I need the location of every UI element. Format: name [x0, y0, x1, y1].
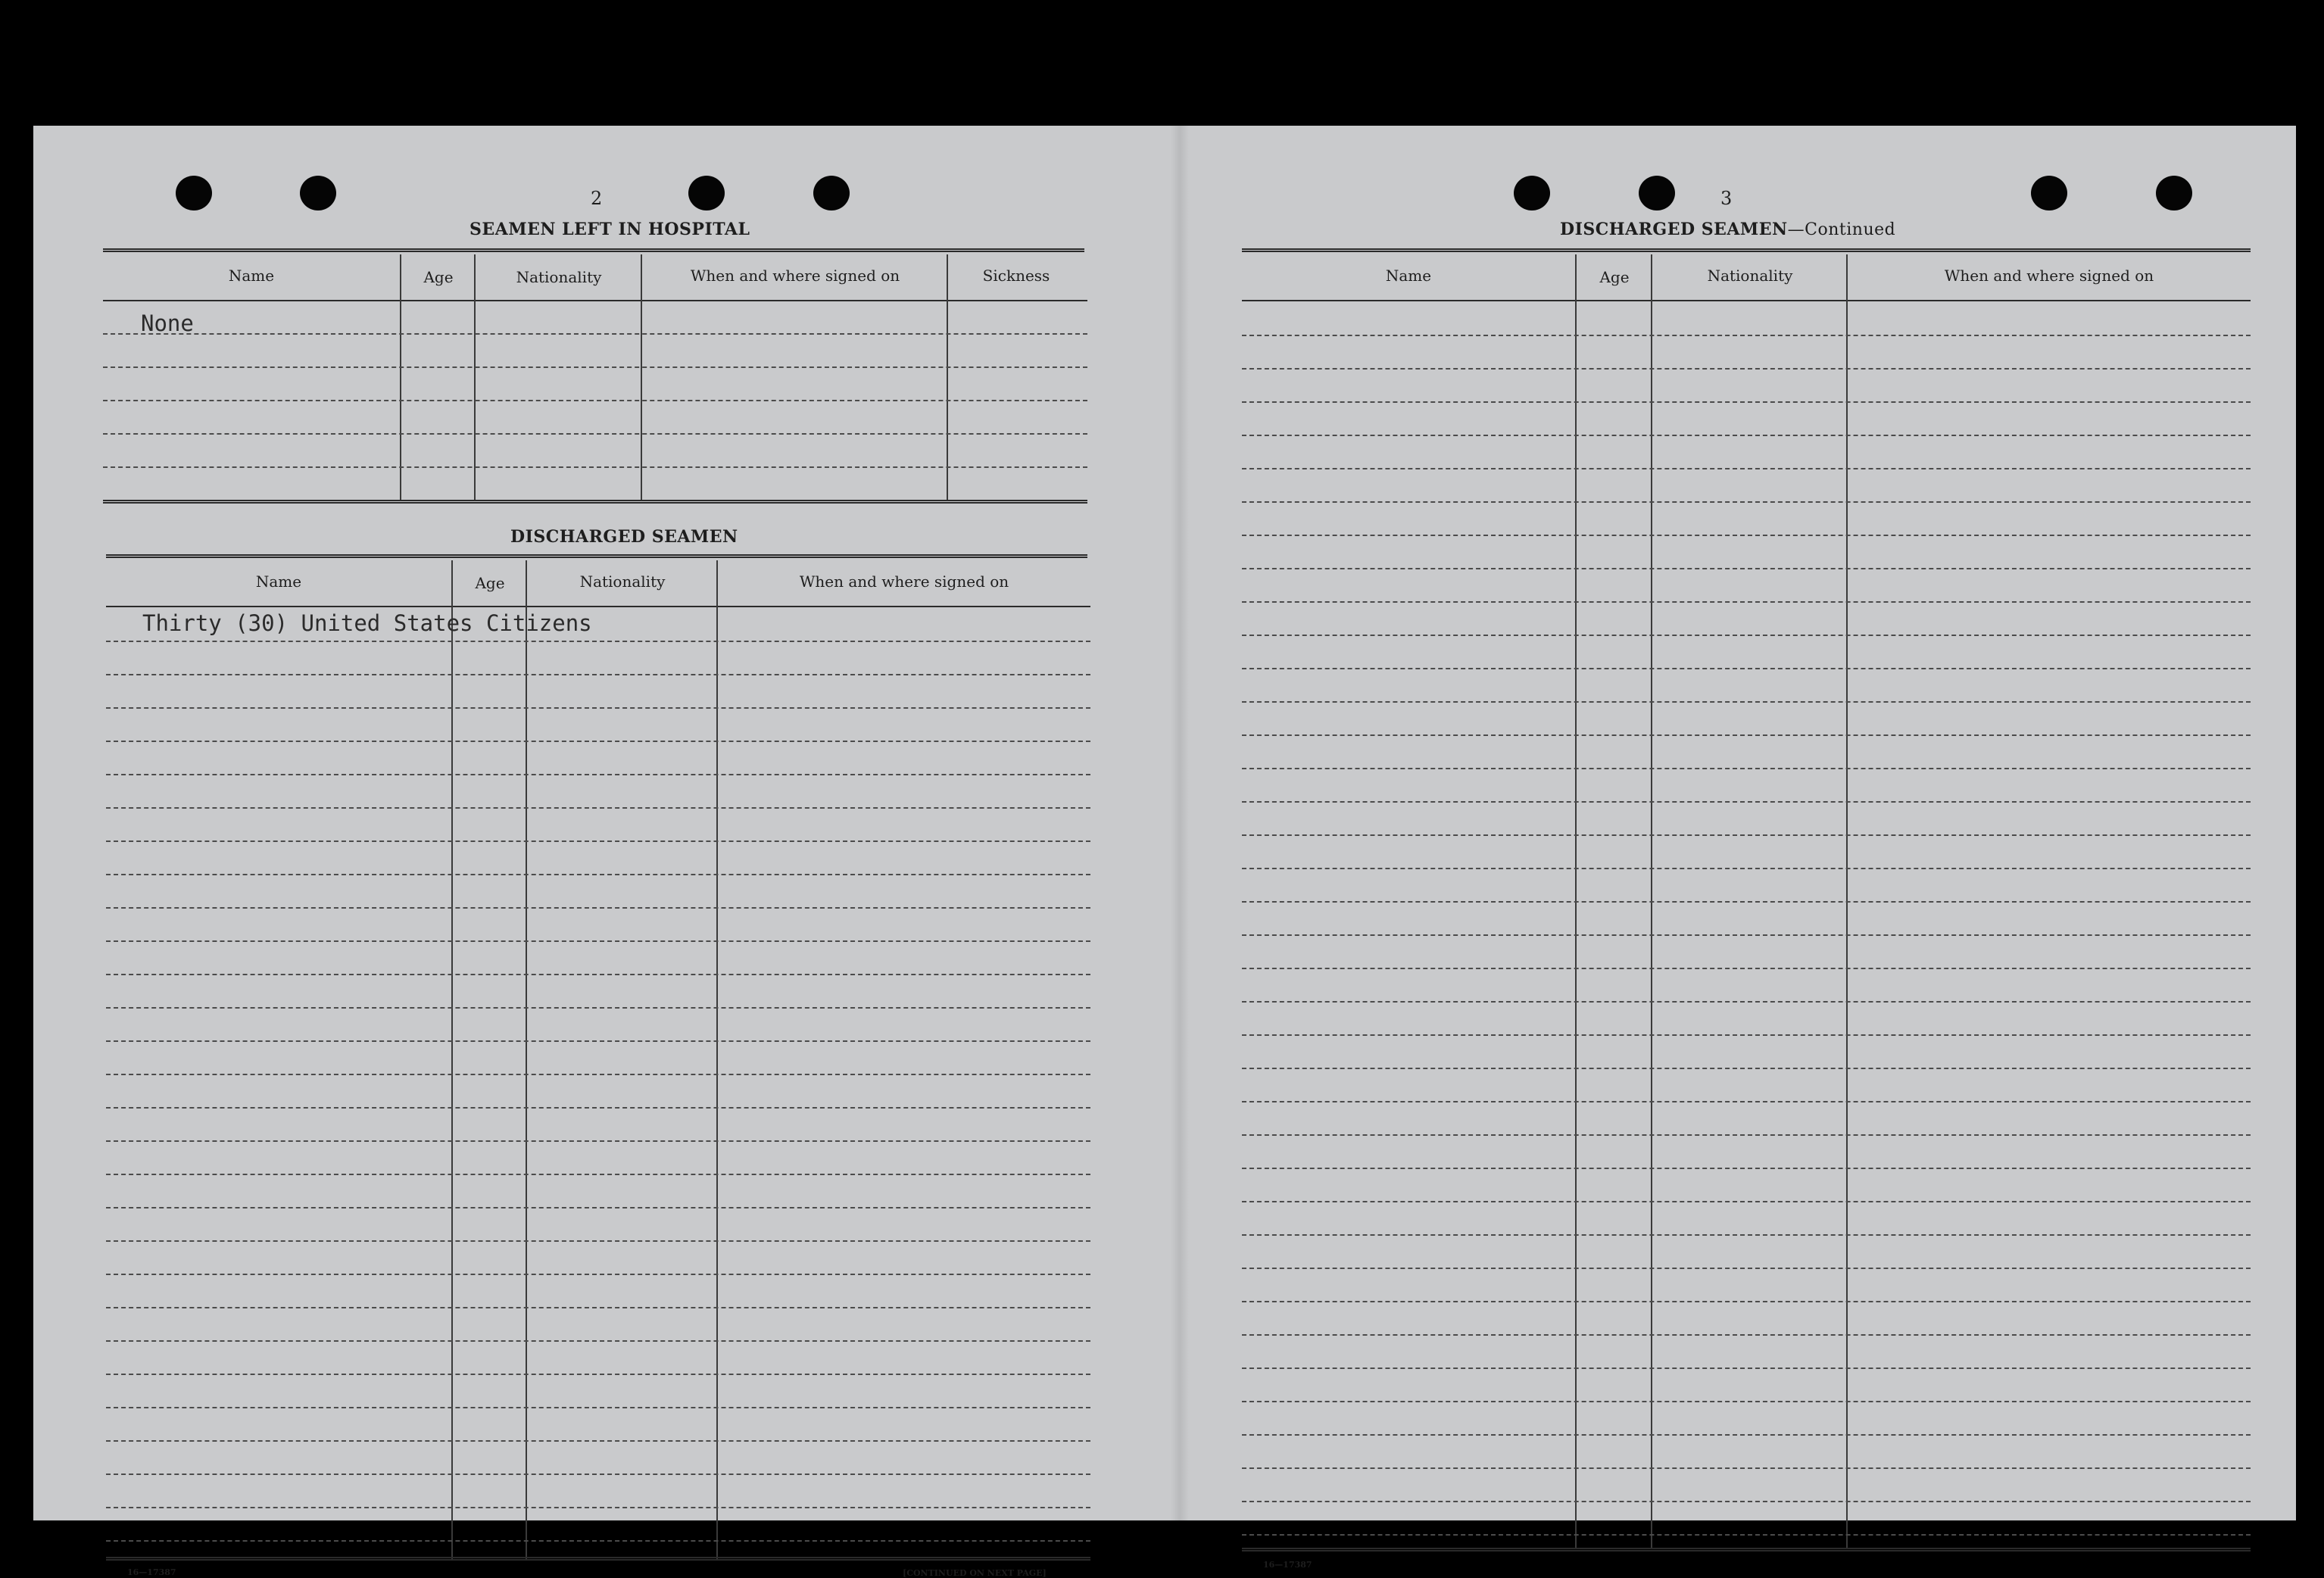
- col-header-nationality: Nationality: [1707, 267, 1793, 285]
- form-row-line: [1242, 934, 2251, 936]
- form-row-line: [103, 366, 1087, 368]
- col-header-name: Name: [228, 267, 275, 285]
- col-header-signed-on: When and where signed on: [799, 572, 1009, 591]
- form-row-line: [1242, 1068, 2251, 1069]
- discharged-table-bottom-rule: [106, 1557, 1090, 1561]
- discharged-entry: Thirty (30) United States Citizens: [142, 610, 592, 636]
- form-row-line: [1242, 335, 2251, 336]
- form-row-line: [1242, 1101, 2251, 1102]
- form-row-line: [103, 433, 1087, 435]
- form-row-line: [106, 1374, 1090, 1375]
- punch-hole: [1639, 176, 1675, 211]
- form-row-line: [1242, 1534, 2251, 1536]
- form-row-line: [106, 1507, 1090, 1508]
- form-row-line: [1242, 1268, 2251, 1269]
- col-header-age: Age: [1599, 268, 1630, 286]
- form-row-line: [103, 333, 1087, 335]
- punch-hole: [300, 176, 336, 211]
- page-fold: [1171, 126, 1189, 1520]
- col-header-name: Name: [1385, 267, 1432, 285]
- punch-hole: [176, 176, 212, 211]
- form-row-line: [1242, 1334, 2251, 1336]
- form-row-line: [106, 1474, 1090, 1475]
- form-row-line: [106, 1174, 1090, 1175]
- form-row-line: [106, 774, 1090, 775]
- column-divider: [400, 254, 401, 501]
- hospital-table-top-rule: [103, 248, 1084, 252]
- form-row-line: [106, 1540, 1090, 1542]
- column-divider: [716, 560, 718, 1560]
- hospital-table-bottom-rule: [103, 500, 1087, 504]
- form-row-line: [1242, 501, 2251, 503]
- right-title-main: DISCHARGED SEAMEN: [1560, 220, 1788, 239]
- form-row-line: [1242, 568, 2251, 569]
- form-row-line: [1242, 1434, 2251, 1436]
- form-row-line: [106, 1140, 1090, 1142]
- form-row-line: [1242, 734, 2251, 736]
- form-row-line: [106, 1107, 1090, 1109]
- form-row-line: [1242, 701, 2251, 703]
- form-row-line: [1242, 1367, 2251, 1369]
- form-row-line: [1242, 868, 2251, 869]
- col-header-sickness: Sickness: [982, 267, 1050, 285]
- form-row-line: [1242, 635, 2251, 636]
- form-row-line: [106, 940, 1090, 942]
- form-row-line: [1242, 901, 2251, 903]
- form-row-line: [1242, 968, 2251, 969]
- form-row-line: [106, 1040, 1090, 1042]
- form-number-right: 16—17387: [1263, 1560, 1312, 1570]
- form-row-line: [106, 674, 1090, 675]
- form-row-line: [1242, 1168, 2251, 1169]
- form-row-line: [106, 1240, 1090, 1242]
- form-row-line: [106, 1007, 1090, 1009]
- form-row-line: [106, 874, 1090, 875]
- document-sheet: [33, 126, 2296, 1578]
- hospital-entry: None: [141, 310, 194, 336]
- form-row-line: [106, 1407, 1090, 1408]
- discharged-table-top-rule: [106, 554, 1087, 558]
- col-header-signed-on: When and where signed on: [690, 267, 900, 285]
- right-section-title: [1560, 220, 1895, 239]
- form-row-line: [106, 907, 1090, 909]
- form-row-line: [1242, 1501, 2251, 1502]
- form-row-line: [1242, 535, 2251, 536]
- form-row-line: [106, 641, 1090, 642]
- col-header-age: Age: [423, 268, 454, 286]
- form-row-line: [106, 1207, 1090, 1208]
- form-row-line: [106, 840, 1090, 842]
- form-row-line: [1242, 1034, 2251, 1036]
- col-header-name: Name: [255, 572, 302, 591]
- form-row-line: [1242, 368, 2251, 370]
- form-row-line: [1242, 1134, 2251, 1136]
- column-divider: [947, 254, 948, 501]
- form-row-line: [106, 974, 1090, 975]
- punch-hole: [688, 176, 725, 211]
- continued-note: [CONTINUED ON NEXT PAGE]: [903, 1568, 1047, 1578]
- form-row-line: [106, 1340, 1090, 1342]
- column-divider: [474, 254, 476, 501]
- page-number-right: 3: [1720, 188, 1733, 209]
- form-row-line: [106, 741, 1090, 742]
- form-row-line: [1242, 1301, 2251, 1302]
- form-row-line: [1242, 401, 2251, 403]
- form-row-line: [106, 807, 1090, 809]
- punch-hole: [2031, 176, 2067, 211]
- page-number-left: 2: [591, 188, 603, 209]
- col-header-nationality: Nationality: [579, 572, 666, 591]
- form-row-line: [1242, 435, 2251, 436]
- form-row-line: [1242, 1001, 2251, 1003]
- discharged-section-title: DISCHARGED SEAMEN: [510, 527, 738, 547]
- right-title-continued: —Continued: [1787, 220, 1896, 239]
- right-table-top-rule: [1242, 248, 2251, 252]
- form-row-line: [106, 1307, 1090, 1308]
- form-row-line: [103, 466, 1087, 468]
- form-row-line: [106, 1440, 1090, 1442]
- hospital-header-rule: [103, 300, 1087, 301]
- form-row-line: [1242, 468, 2251, 469]
- right-table-bottom-rule: [1242, 1548, 2251, 1551]
- form-row-line: [106, 1074, 1090, 1075]
- punch-hole: [1514, 176, 1550, 211]
- form-row-line: [106, 707, 1090, 709]
- form-row-line: [1242, 768, 2251, 769]
- form-row-line: [1242, 668, 2251, 669]
- discharged-header-rule: [106, 606, 1090, 607]
- col-header-signed-on: When and where signed on: [1944, 267, 2154, 285]
- form-number-left: 16—17387: [127, 1567, 176, 1577]
- form-row-line: [1242, 601, 2251, 603]
- form-row-line: [1242, 834, 2251, 836]
- form-row-line: [106, 1274, 1090, 1275]
- form-row-line: [1242, 1201, 2251, 1202]
- form-row-line: [1242, 1467, 2251, 1469]
- col-header-nationality: Nationality: [516, 268, 602, 286]
- hospital-section-title: SEAMEN LEFT IN HOSPITAL: [469, 220, 750, 239]
- punch-hole: [2156, 176, 2192, 211]
- right-header-rule: [1242, 300, 2251, 301]
- form-row-line: [103, 400, 1087, 401]
- punch-hole: [813, 176, 850, 211]
- form-row-line: [1242, 801, 2251, 803]
- column-divider: [451, 560, 453, 1560]
- form-row-line: [1242, 1401, 2251, 1402]
- col-header-age: Age: [475, 574, 505, 592]
- column-divider: [526, 560, 527, 1560]
- column-divider: [641, 254, 642, 501]
- form-row-line: [1242, 1234, 2251, 1236]
